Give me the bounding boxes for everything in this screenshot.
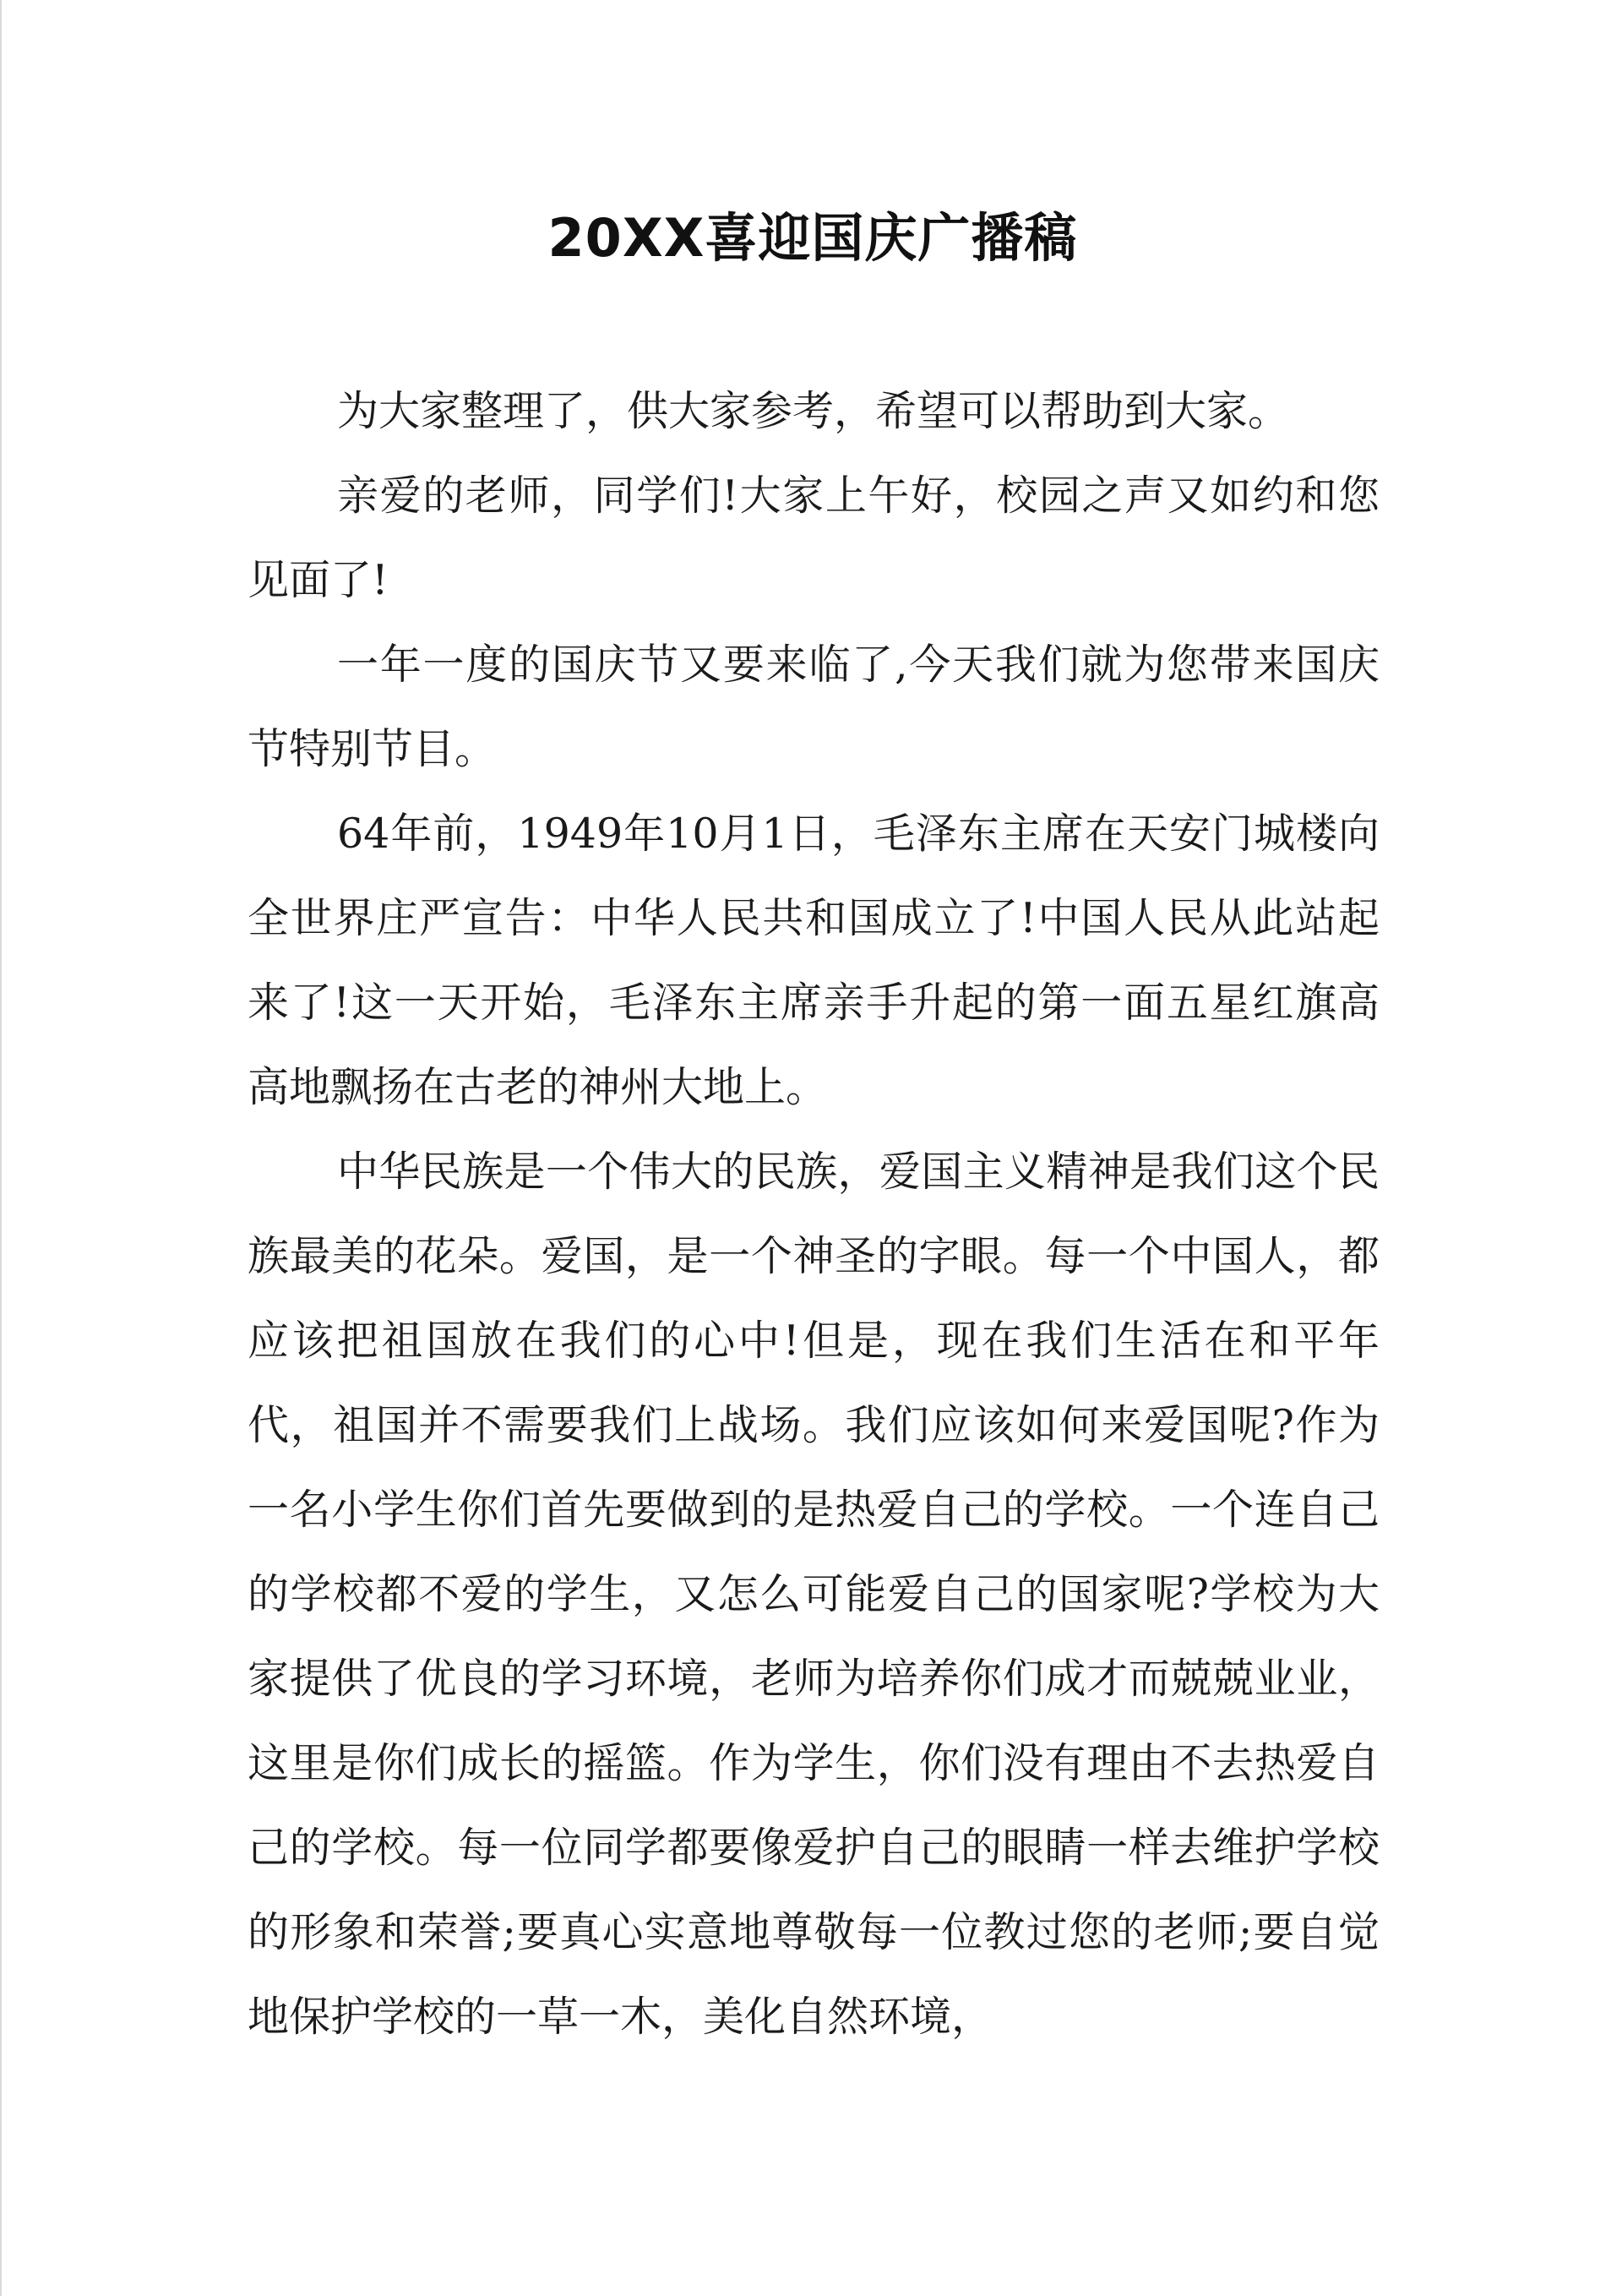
document-title: 20XX喜迎国庆广播稿 (547, 207, 1078, 269)
paragraph-greeting: 亲爱的老师，同学们!大家上午好，校园之声又如约和您见面了! (248, 472, 1380, 604)
document-body (248, 369, 1380, 2059)
paragraph-announcement: 一年一度的国庆节又要来临了,今天我们就为您带来国庆节特别节目。 (248, 641, 1380, 773)
paragraph-history: 64年前，1949年10月1日，毛泽东主席在天安门城楼向全世界庄严宣告：中华人民共和国成立了!中国人民从此站起来了!这一天开始，毛泽东主席亲手升起的第一面五星红旗高高地飘扬在古老的神州大地上。 (248, 810, 1380, 1111)
paragraph-intro: 为大家整理了，供大家参考，希望可以帮助到大家。 (337, 387, 1290, 435)
paragraph-patriotism: 中华民族是一个伟大的民族，爱国主义精神是我们这个民族最美的花朵。爱国，是一个神圣的字眼。每一个中国人，都应该把祖国放在我们的心中!但是，现在我们生活在和平年代，祖国并不需要我们上战场。我们应该如何来爱国呢?作为一名小学生你们首先要做到的是热爱自己的学校。一个连自己的学校都不爱的学生，又怎么可能爱自己的国家呢?学校为大家提供了优良的学习环境，老师为培养你们成才而兢兢业业，这里是你们成长的摇篮。作为学生，你们没有理由不去热爱自己的学校。每一位同学都要像爱护自己的眼睛一样去维护学校的形象和荣誉;要真心实意地尊敬每一位教过您的老师;要自觉地保护学校的一草一木，美化自然环境， (248, 1148, 1380, 2041)
